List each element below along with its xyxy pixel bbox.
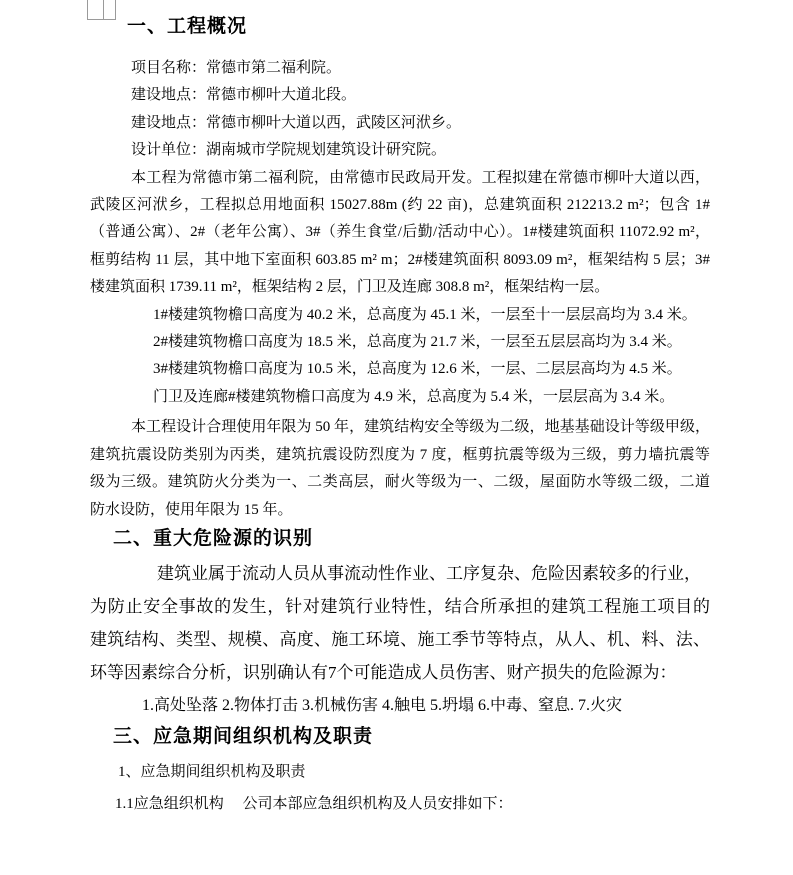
hazard-list-line: 1.高处坠落 2.物体打击 3.机械伤害 4.触电 5.坍塌 6.中毒、窒息. 7.火灾 <box>142 696 623 714</box>
site-location-line-1: 建设地点：常德市柳叶大道北段。 <box>131 87 357 104</box>
eave-height-line: 2#楼建筑物檐口高度为 18.5 米，总高度为 21.7 米，一层至五层层高均为 3.4 米。 <box>153 334 682 351</box>
hazard-body-line: 建筑业属于流动人员从事流动性作业、工序复杂、危险因素较多的行业， <box>157 563 701 583</box>
eave-height-line: 1#楼建筑物檐口高度为 40.2 米，总高度为 45.1 米，一层至十一层层高均为 3.4 米。 <box>153 306 697 323</box>
section-2-heading: 二、重大危险源的识别 <box>113 527 314 549</box>
section-1-heading: 一、工程概况 <box>127 16 248 37</box>
hazard-body-line: 环等因素综合分析，识别确认有7个可能造成人员伤害、财产损失的危险源为： <box>90 662 677 682</box>
overview-line: 框剪结构 11 层，其中地下室面积 603.85 m² m；2#楼建筑面积 8093.09 m²，框架结构 5 层；3# <box>90 251 710 268</box>
overview-line: 本工程为常德市第二福利院，由常德市民政局开发。工程拟建在常德市柳叶大道以西， <box>131 169 710 186</box>
design-spec-line: 建筑抗震设防类别为丙类，建筑抗震设防烈度为 7 度，框剪抗震等级为三级，剪力墙抗震等 <box>90 446 710 463</box>
site-location-line-2: 建设地点：常德市柳叶大道以西，武陵区河洑乡。 <box>131 114 462 131</box>
hazard-body-line: 建筑结构、类型、规模、高度、施工环境、施工季节等特点，从人、机、料、法、 <box>90 629 710 649</box>
eave-height-line: 3#楼建筑物檐口高度为 10.5 米，总高度为 12.6 米，一层、二层层高均为 4.5 米。 <box>153 361 682 378</box>
design-unit-line: 设计单位：湖南城市学院规划建筑设计研究院。 <box>131 142 447 159</box>
overview-line: （普通公寓）、2#（老年公寓）、3#（养生食堂/后勤/活动中心）。1#楼建筑面积 11072.92 m²， <box>90 224 710 241</box>
design-spec-line: 级为三级。建筑防火分类为一、二类高层，耐火等级为一、二级，屋面防水等级二级，二道 <box>90 474 710 491</box>
overview-line: 武陵区河洑乡，工程拟总用地面积 15027.88m (约 22 亩)，总建筑面积 212213.2 m²；包含 1# <box>90 197 710 214</box>
design-spec-line: 防水设防，使用年限为 15 年。 <box>90 501 293 518</box>
project-name-line: 项目名称：常德市第二福利院。 <box>131 60 342 76</box>
design-spec-line: 本工程设计合理使用年限为 50 年，建筑结构安全等级为二级，地基基础设计等级甲级， <box>131 419 710 436</box>
section-3-heading: 三、应急期间组织机构及职责 <box>113 725 374 747</box>
sub-item-line: 1.1应急组织机构 公司本部应急组织机构及人员安排如下： <box>115 795 513 812</box>
sub-heading-line: 1、应急期间组织机构及职责 <box>118 763 306 780</box>
document-page <box>0 12 793 875</box>
eave-height-line: 门卫及连廊#楼建筑物檐口高度为 4.9 米，总高度为 5.4 米，一层层高为 3.4 米。 <box>153 388 675 405</box>
overview-line: 楼建筑面积 1739.11 m²，框架结构 2 层，门卫及连廊 308.8 m²，框架结构一层。 <box>90 279 610 296</box>
hazard-body-line: 为防止安全事故的发生，针对建筑行业特性，结合所承担的建筑工程施工项目的 <box>90 596 710 616</box>
document-content <box>90 12 710 818</box>
